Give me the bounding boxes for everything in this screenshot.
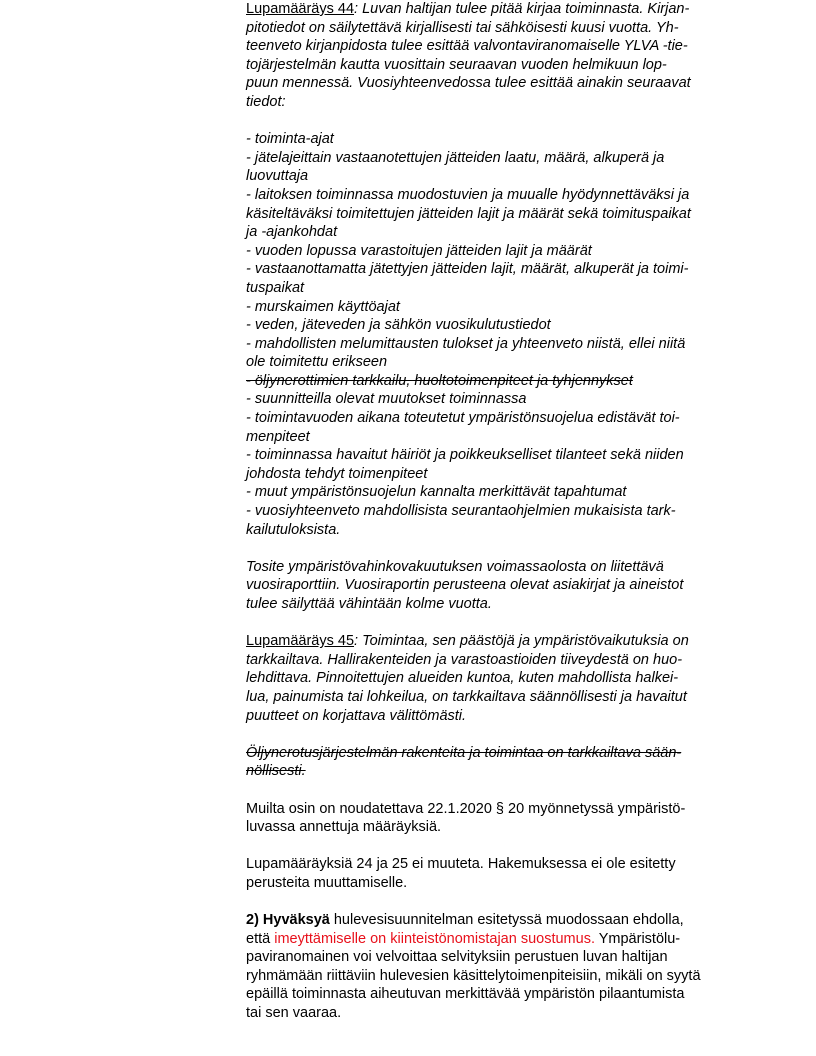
tosite-line: vuosiraporttiin. Vuosiraportin perusteena olevat asiakirjat ja aineistot	[246, 577, 684, 594]
tosite-line: Tosite ympäristövahinkovakuutuksen voimassaolosta on liitettävä	[246, 558, 664, 575]
list-item: käsiteltäväksi toimitettujen jätteiden lajit ja määrät sekä toimituspaikat	[246, 205, 691, 222]
p2-line: ryhmämään riittäviin hulevesien käsittelytoimenpiteisiin, mikäli on syytä	[246, 967, 701, 984]
list-item: menpiteet	[246, 428, 310, 445]
list-item: - veden, jäteveden ja sähkön vuosikulutustiedot	[246, 317, 551, 334]
list-item: ole toimitettu erikseen	[246, 354, 388, 371]
p45-line: tarkkailtava. Hallirakenteiden ja varastoastioiden tiiveydestä on huo-	[246, 651, 683, 668]
p44-line: tiedot:	[246, 93, 286, 110]
list-item: - laitoksen toiminnassa muodostuvien ja muualle hyödynnettäväksi ja	[246, 186, 690, 203]
p45-line: puutteet on korjattava välittömästi.	[246, 707, 467, 724]
p45-label: Lupamääräys 45	[246, 633, 355, 650]
paragraph-muilta	[246, 800, 746, 837]
muilta-line: luvassa annettuja määräyksiä.	[246, 819, 442, 836]
list-item: - vastaanottamatta jätettyjen jätteiden lajit, määrät, alkuperät ja toimi-	[246, 261, 689, 278]
highlighted-condition: imeyttämiselle on kiinteistönomistajan suostumus.	[274, 930, 595, 947]
list-item: - murskaimen käyttöajat	[246, 298, 400, 315]
paragraph-lupamaarays-44	[246, 0, 746, 112]
list-item: luovuttaja	[246, 168, 309, 185]
paragraph-tosite	[246, 558, 746, 614]
p45-line: lua, painumista tai lohkeilua, on tarkkailtava säännöllisesti ja havaitut	[246, 688, 687, 705]
struck-line: nöllisesti.	[246, 763, 306, 780]
list-item: - vuoden lopussa varastoitujen jätteiden lajit ja määrät	[246, 242, 592, 259]
paragraph-hyvaksya	[246, 911, 746, 1023]
list-item: johdosta tehdyt toimenpiteet	[246, 465, 428, 482]
list-item: tuspaikat	[246, 279, 305, 296]
p2-line-1: 2) Hyväksyä hulevesisuunnitelman esitetyssä muodossaan ehdolla,	[246, 912, 684, 929]
list-item: - muut ympäristönsuojelun kannalta merkittävät tapahtumat	[246, 484, 627, 501]
list-item: - jätelajeittain vastaanotettujen jätteiden laatu, määrä, alkuperä ja	[246, 149, 665, 166]
p44-line: teenveto kirjanpidosta tulee esittää valvontaviranomaiselle YLVA -tie-	[246, 38, 688, 55]
p44-line: tojärjestelmän kautta vuosittain seuraavan vuoden helmikuun lop-	[246, 56, 667, 73]
list-item: - mahdollisten melumittausten tulokset ja yhteenveto niistä, ellei niitä	[246, 335, 686, 352]
list-item: - vuosiyhteenveto mahdollisista seurantaohjelmien mukaisista tark-	[246, 503, 676, 520]
p45-line-1: Lupamääräys 45: Toimintaa, sen päästöjä ja ympäristövaikutuksia on	[246, 633, 689, 650]
list-item: - suunnitteilla olevat muutokset toiminnassa	[246, 391, 527, 408]
list-item: - toimintavuoden aikana toteutetut ympäristönsuojelua edistävät toi-	[246, 410, 680, 427]
list-item: kailutuloksista.	[246, 521, 341, 538]
lupa24-line: perusteita muuttamiselle.	[246, 874, 408, 891]
p44-line-1: Lupamääräys 44: Luvan haltijan tulee pitää kirjaa toiminnasta. Kirjan-	[246, 1, 690, 17]
list-item: - toiminta-ajat	[246, 131, 334, 148]
p2-line: tai sen vaaraa.	[246, 1005, 342, 1022]
document-page	[246, 0, 746, 1023]
muilta-line: Muilta osin on noudatettava 22.1.2020 § 20 myönnetyssä ympäristö-	[246, 800, 686, 817]
report-items-list	[246, 130, 746, 539]
list-item: - toiminnassa havaitut häiriöt ja poikkeukselliset tilanteet sekä niiden	[246, 447, 684, 464]
lupa24-line: Lupamääräyksiä 24 ja 25 ei muuteta. Hakemuksessa ei ole esitetty	[246, 856, 676, 873]
p44-line: pitotiedot on säilytettävä kirjallisesti tai sähköisesti kuusi vuotta. Yh-	[246, 19, 679, 36]
p45-line: lehdittava. Pinnoitettujen alueiden kuntoa, kuten mahdollista halkei-	[246, 670, 679, 687]
struck-line: Öljynerotusjärjestelmän rakenteita ja toimintaa on tarkkailtava sään-	[246, 744, 682, 761]
p2-line: paviranomainen voi velvoittaa selvityksiin perustuen luvan haltijan	[246, 949, 668, 966]
p2-line: epäillä toiminnasta aiheutuvan merkittävää ympäristön pilaantumista	[246, 986, 685, 1003]
struck-paragraph	[246, 744, 746, 781]
paragraph-lupamaarayksia-24-25	[246, 855, 746, 892]
struck-list-item: - öljynerottimien tarkkailu, huoltotoimenpiteet ja tyhjennykset	[246, 372, 633, 389]
p2-line-2: että imeyttämiselle on kiinteistönomistajan suostumus. Ympäristölu-	[246, 930, 681, 947]
list-item: ja -ajankohdat	[246, 224, 338, 241]
tosite-line: tulee säilyttää vähintään kolme vuotta.	[246, 596, 492, 612]
paragraph-lupamaarays-45	[246, 632, 746, 725]
p44-label: Lupamääräys 44	[246, 1, 355, 17]
p2-bold-lead: 2) Hyväksyä	[246, 912, 330, 929]
p44-line: puun mennessä. Vuosiyhteenvedossa tulee esittää ainakin seuraavat	[246, 75, 691, 92]
